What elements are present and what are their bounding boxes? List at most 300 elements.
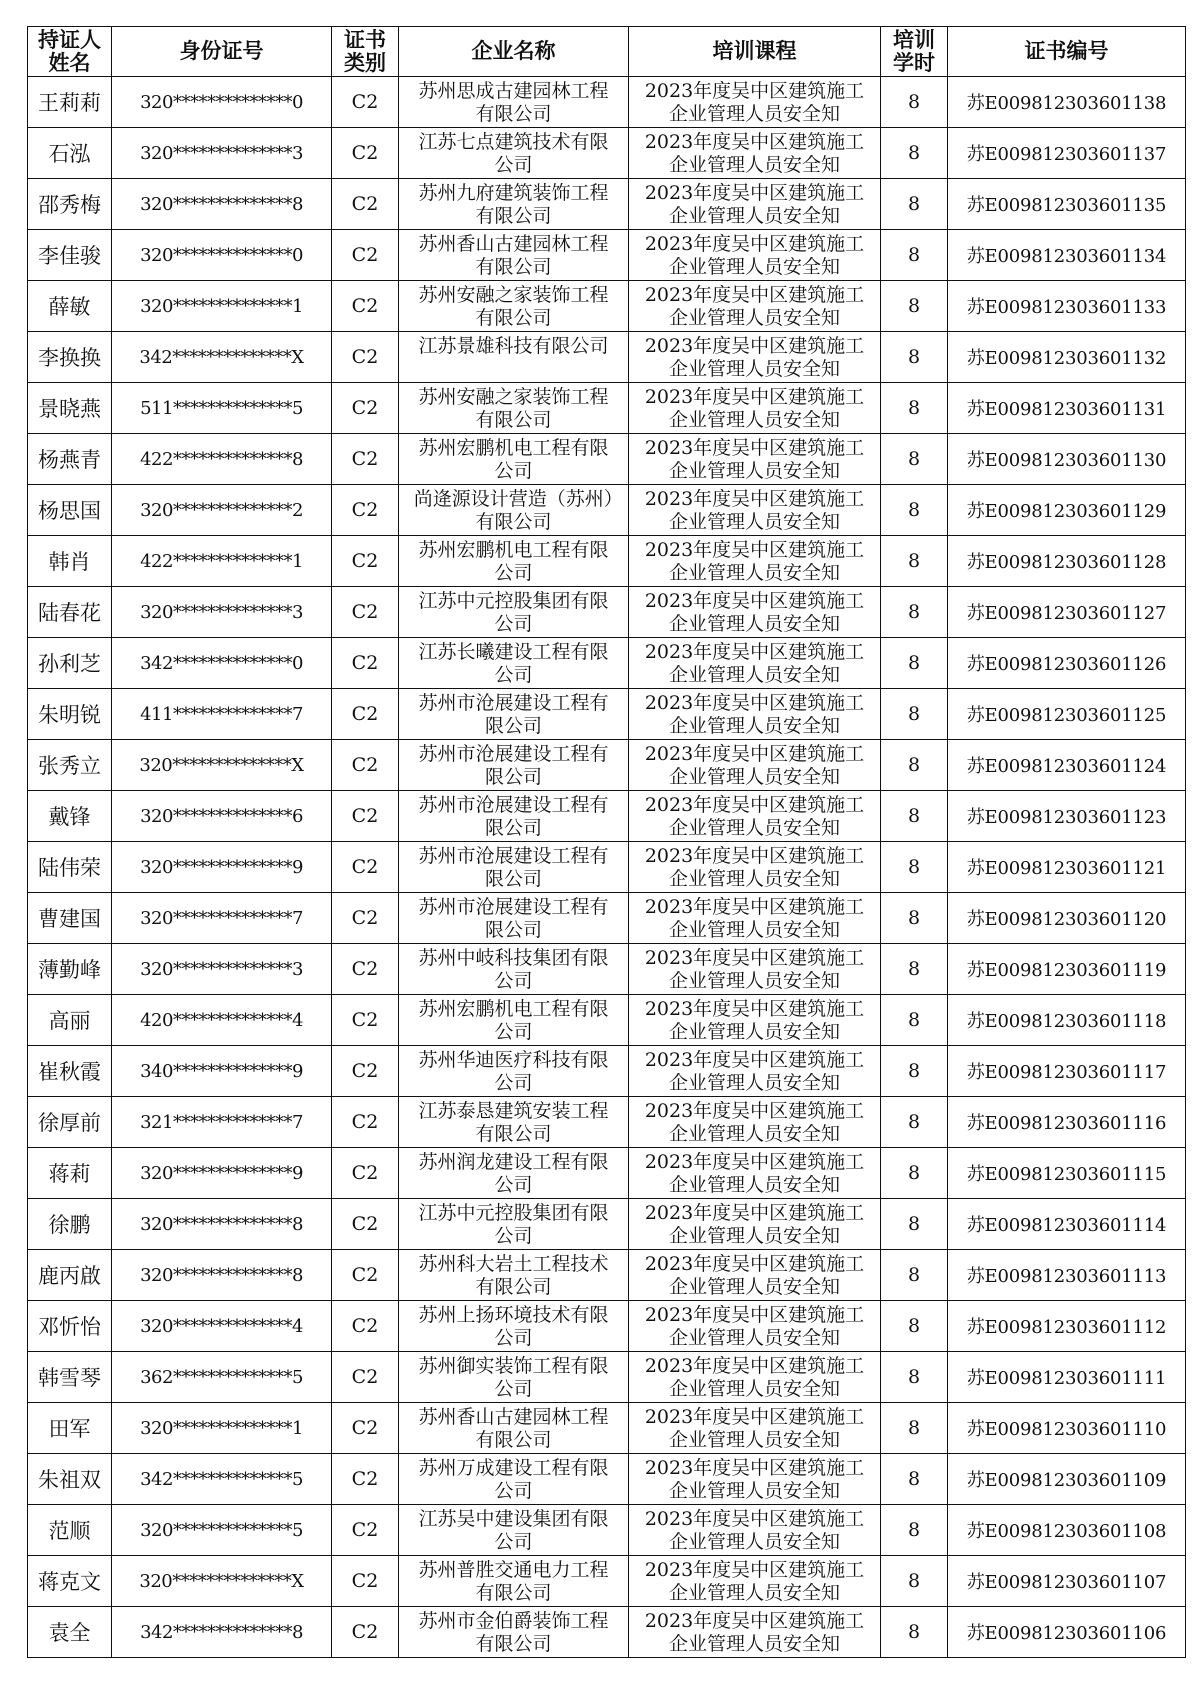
holder-name-cell: 朱祖双: [28, 1454, 112, 1505]
hours-cell: 8: [881, 434, 948, 485]
id-number-cell: 320**************8: [112, 1250, 332, 1301]
course-cell: [629, 179, 881, 230]
hours-cell: 8: [881, 995, 948, 1046]
course-cell: [629, 1148, 881, 1199]
company-name-cell: [399, 1097, 629, 1148]
company-name-cell-text: 苏州宏鹏机电工程有限公司: [418, 998, 609, 1043]
company-name-cell-text: 苏州普胜交通电力工程有限公司: [418, 1559, 609, 1604]
holder-name-cell: 韩肖: [28, 536, 112, 587]
cert-type-cell: C2: [332, 1607, 399, 1658]
cert-number-cell: 苏E009812303601131: [948, 383, 1186, 434]
company-name-cell: [399, 689, 629, 740]
table-row: [28, 1454, 1186, 1505]
hours-cell: 8: [881, 1097, 948, 1148]
holder-name-cell: 孙利芝: [28, 638, 112, 689]
id-number-cell: 320**************1: [112, 1403, 332, 1454]
table-row: [28, 383, 1186, 434]
company-name-cell: [399, 1301, 629, 1352]
course-cell: [629, 1454, 881, 1505]
header-name: 持证人姓名: [28, 27, 112, 77]
id-number-cell: 411**************7: [112, 689, 332, 740]
course-cell-text: 2023年度吴中区建筑施工企业管理人员安全知: [644, 386, 865, 431]
course-cell: [629, 485, 881, 536]
cert-type-cell: C2: [332, 179, 399, 230]
course-cell: [629, 689, 881, 740]
table-row: [28, 893, 1186, 944]
course-cell-text: 2023年度吴中区建筑施工企业管理人员安全知: [644, 131, 865, 176]
course-cell-text: 2023年度吴中区建筑施工企业管理人员安全知: [644, 539, 865, 584]
holder-name-cell: 朱明锐: [28, 689, 112, 740]
hours-cell: 8: [881, 740, 948, 791]
table-row: [28, 1352, 1186, 1403]
table-row: [28, 536, 1186, 587]
table-row: [28, 128, 1186, 179]
hours-cell: 8: [881, 1403, 948, 1454]
course-cell: [629, 740, 881, 791]
holder-name-cell: 李佳骏: [28, 230, 112, 281]
id-number-cell: 422**************1: [112, 536, 332, 587]
roster-body: [28, 77, 1186, 1658]
cert-type-cell: C2: [332, 1250, 399, 1301]
id-number-cell: 320**************3: [112, 944, 332, 995]
course-cell: [629, 791, 881, 842]
holder-name-cell: 曹建国: [28, 893, 112, 944]
course-cell-text: 2023年度吴中区建筑施工企业管理人员安全知: [644, 488, 865, 533]
company-name-cell-text: 江苏泰恳建筑安装工程有限公司: [418, 1100, 609, 1145]
holder-name-cell: 韩雪琴: [28, 1352, 112, 1403]
hours-cell: 8: [881, 536, 948, 587]
hours-cell: 8: [881, 332, 948, 383]
company-name-cell: [399, 179, 629, 230]
cert-number-cell: 苏E009812303601127: [948, 587, 1186, 638]
table-row: [28, 1097, 1186, 1148]
table-row: [28, 1607, 1186, 1658]
cert-type-cell: C2: [332, 536, 399, 587]
cert-number-cell: 苏E009812303601119: [948, 944, 1186, 995]
id-number-cell: 320**************6: [112, 791, 332, 842]
company-name-cell-text: 苏州中岐科技集团有限公司: [418, 947, 609, 992]
cert-number-cell: 苏E009812303601116: [948, 1097, 1186, 1148]
company-name-cell-text: 苏州香山古建园林工程有限公司: [418, 1406, 609, 1451]
hours-cell: 8: [881, 77, 948, 128]
course-cell: [629, 1046, 881, 1097]
table-row: [28, 179, 1186, 230]
holder-name-cell: 王莉莉: [28, 77, 112, 128]
table-row: [28, 485, 1186, 536]
course-cell-text: 2023年度吴中区建筑施工企业管理人员安全知: [644, 590, 865, 635]
holder-name-cell: 薛敏: [28, 281, 112, 332]
company-name-cell: [399, 230, 629, 281]
cert-number-cell: 苏E009812303601120: [948, 893, 1186, 944]
hours-cell: 8: [881, 1607, 948, 1658]
header-cert-type: 证书类别: [332, 27, 399, 77]
course-cell-text: 2023年度吴中区建筑施工企业管理人员安全知: [644, 692, 865, 737]
holder-name-cell: 李换换: [28, 332, 112, 383]
company-name-cell-text: 苏州市金伯爵装饰工程有限公司: [418, 1610, 609, 1655]
course-cell-text: 2023年度吴中区建筑施工企业管理人员安全知: [644, 437, 865, 482]
table-row: [28, 1556, 1186, 1607]
company-name-cell-text: 江苏长曦建设工程有限公司: [418, 641, 609, 686]
hours-cell: 8: [881, 944, 948, 995]
company-name-cell-text: 苏州思成古建园林工程有限公司: [418, 80, 609, 125]
hours-cell: 8: [881, 1505, 948, 1556]
table-row: [28, 587, 1186, 638]
course-cell: [629, 893, 881, 944]
holder-name-cell: 徐鹏: [28, 1199, 112, 1250]
table-row: [28, 995, 1186, 1046]
cert-type-cell: C2: [332, 791, 399, 842]
cert-number-cell: 苏E009812303601135: [948, 179, 1186, 230]
company-name-cell: [399, 485, 629, 536]
cert-type-cell: C2: [332, 281, 399, 332]
id-number-cell: 320**************2: [112, 485, 332, 536]
header-hours: 培训学时: [881, 27, 948, 77]
hours-cell: 8: [881, 383, 948, 434]
company-name-cell: [399, 383, 629, 434]
company-name-cell-text: 苏州润龙建设工程有限公司: [418, 1151, 609, 1196]
company-name-cell: [399, 587, 629, 638]
table-row: [28, 77, 1186, 128]
course-cell-text: 2023年度吴中区建筑施工企业管理人员安全知: [644, 1610, 865, 1655]
hours-cell: 8: [881, 1250, 948, 1301]
id-number-cell: 320**************0: [112, 230, 332, 281]
id-number-cell: 320**************9: [112, 842, 332, 893]
company-name-cell: [399, 77, 629, 128]
holder-name-cell: 戴锋: [28, 791, 112, 842]
cert-type-cell: C2: [332, 1556, 399, 1607]
cert-type-cell: C2: [332, 1199, 399, 1250]
id-number-cell: 362**************5: [112, 1352, 332, 1403]
id-number-cell: 342**************0: [112, 638, 332, 689]
company-name-cell-text: 苏州上扬环境技术有限公司: [418, 1304, 609, 1349]
cert-number-cell: 苏E009812303601124: [948, 740, 1186, 791]
company-name-cell: [399, 1505, 629, 1556]
table-row: [28, 332, 1186, 383]
hours-cell: 8: [881, 1199, 948, 1250]
company-name-cell-text: 江苏中元控股集团有限公司: [418, 590, 609, 635]
table-row: [28, 791, 1186, 842]
cert-number-cell: 苏E009812303601106: [948, 1607, 1186, 1658]
company-name-cell: [399, 536, 629, 587]
holder-name-cell: 陆伟荣: [28, 842, 112, 893]
course-cell-text: 2023年度吴中区建筑施工企业管理人员安全知: [644, 1049, 865, 1094]
holder-name-cell: 邓忻怡: [28, 1301, 112, 1352]
company-name-cell: [399, 638, 629, 689]
hours-cell: 8: [881, 842, 948, 893]
course-cell-text: 2023年度吴中区建筑施工企业管理人员安全知: [644, 1100, 865, 1145]
company-name-cell: [399, 1607, 629, 1658]
company-name-cell-text: 尚逄源设计营造（苏州）有限公司: [413, 488, 614, 533]
course-cell: [629, 995, 881, 1046]
holder-name-cell: 田军: [28, 1403, 112, 1454]
certificate-roster-table: [27, 26, 1186, 1658]
holder-name-cell: 袁全: [28, 1607, 112, 1658]
table-row: [28, 1505, 1186, 1556]
company-name-cell-text: 苏州安融之家装饰工程有限公司: [418, 386, 609, 431]
holder-name-cell: 石泓: [28, 128, 112, 179]
cert-number-cell: 苏E009812303601108: [948, 1505, 1186, 1556]
course-cell: [629, 1556, 881, 1607]
hours-cell: 8: [881, 587, 948, 638]
hours-cell: 8: [881, 893, 948, 944]
company-name-cell: [399, 434, 629, 485]
cert-type-cell: C2: [332, 893, 399, 944]
company-name-cell-text: 苏州市沧展建设工程有限公司: [418, 845, 609, 890]
company-name-cell: [399, 944, 629, 995]
company-name-cell: [399, 1046, 629, 1097]
holder-name-cell: 景晓燕: [28, 383, 112, 434]
cert-type-cell: C2: [332, 1505, 399, 1556]
table-row: [28, 1250, 1186, 1301]
holder-name-cell: 杨燕青: [28, 434, 112, 485]
cert-type-cell: C2: [332, 77, 399, 128]
header-cert-number: 证书编号: [948, 27, 1186, 77]
company-name-cell-text: 江苏景雄科技有限公司: [418, 335, 609, 357]
course-cell: [629, 434, 881, 485]
table-row: [28, 1403, 1186, 1454]
course-cell: [629, 1352, 881, 1403]
course-cell: [629, 230, 881, 281]
cert-number-cell: 苏E009812303601113: [948, 1250, 1186, 1301]
course-cell-text: 2023年度吴中区建筑施工企业管理人员安全知: [644, 284, 865, 329]
cert-number-cell: 苏E009812303601114: [948, 1199, 1186, 1250]
cert-number-cell: 苏E009812303601138: [948, 77, 1186, 128]
holder-name-cell: 邵秀梅: [28, 179, 112, 230]
course-cell: [629, 332, 881, 383]
id-number-cell: 342**************8: [112, 1607, 332, 1658]
course-cell-text: 2023年度吴中区建筑施工企业管理人员安全知: [644, 947, 865, 992]
course-cell-text: 2023年度吴中区建筑施工企业管理人员安全知: [644, 1304, 865, 1349]
course-cell-text: 2023年度吴中区建筑施工企业管理人员安全知: [644, 182, 865, 227]
course-cell: [629, 281, 881, 332]
course-cell: [629, 1250, 881, 1301]
course-cell: [629, 1199, 881, 1250]
id-number-cell: 320**************3: [112, 128, 332, 179]
table-row: [28, 230, 1186, 281]
cert-type-cell: C2: [332, 740, 399, 791]
holder-name-cell: 张秀立: [28, 740, 112, 791]
cert-number-cell: 苏E009812303601112: [948, 1301, 1186, 1352]
table-row: [28, 1199, 1186, 1250]
cert-type-cell: C2: [332, 944, 399, 995]
id-number-cell: 320**************1: [112, 281, 332, 332]
id-number-cell: 320**************3: [112, 587, 332, 638]
holder-name-cell: 蒋克文: [28, 1556, 112, 1607]
course-cell: [629, 638, 881, 689]
cert-number-cell: 苏E009812303601126: [948, 638, 1186, 689]
hours-cell: 8: [881, 1046, 948, 1097]
cert-type-cell: C2: [332, 434, 399, 485]
cert-type-cell: C2: [332, 587, 399, 638]
table-row: [28, 1301, 1186, 1352]
holder-name-cell: 崔秋霞: [28, 1046, 112, 1097]
id-number-cell: 320**************9: [112, 1148, 332, 1199]
table-row: [28, 1148, 1186, 1199]
course-cell: [629, 587, 881, 638]
company-name-cell-text: 苏州市沧展建设工程有限公司: [418, 896, 609, 941]
company-name-cell: [399, 740, 629, 791]
table-row: [28, 434, 1186, 485]
cert-number-cell: 苏E009812303601129: [948, 485, 1186, 536]
id-number-cell: 340**************9: [112, 1046, 332, 1097]
id-number-cell: 320**************X: [112, 740, 332, 791]
cert-type-cell: C2: [332, 383, 399, 434]
id-number-cell: 321**************7: [112, 1097, 332, 1148]
course-cell: [629, 1301, 881, 1352]
cert-type-cell: C2: [332, 995, 399, 1046]
holder-name-cell: 鹿丙啟: [28, 1250, 112, 1301]
id-number-cell: 320**************7: [112, 893, 332, 944]
company-name-cell-text: 苏州宏鹏机电工程有限公司: [418, 539, 609, 584]
company-name-cell-text: 江苏七点建筑技术有限公司: [418, 131, 609, 176]
cert-number-cell: 苏E009812303601130: [948, 434, 1186, 485]
id-number-cell: 511**************5: [112, 383, 332, 434]
holder-name-cell: 高丽: [28, 995, 112, 1046]
cert-type-cell: C2: [332, 485, 399, 536]
holder-name-cell: 薄勤峰: [28, 944, 112, 995]
course-cell-text: 2023年度吴中区建筑施工企业管理人员安全知: [644, 896, 865, 941]
table-row: [28, 689, 1186, 740]
cert-type-cell: C2: [332, 1352, 399, 1403]
holder-name-cell: 蒋莉: [28, 1148, 112, 1199]
company-name-cell-text: 苏州香山古建园林工程有限公司: [418, 233, 609, 278]
course-cell-text: 2023年度吴中区建筑施工企业管理人员安全知: [644, 794, 865, 839]
course-cell-text: 2023年度吴中区建筑施工企业管理人员安全知: [644, 845, 865, 890]
company-name-cell-text: 苏州市沧展建设工程有限公司: [418, 794, 609, 839]
company-name-cell-text: 苏州安融之家装饰工程有限公司: [418, 284, 609, 329]
course-cell-text: 2023年度吴中区建筑施工企业管理人员安全知: [644, 233, 865, 278]
company-name-cell: [399, 1199, 629, 1250]
cert-number-cell: 苏E009812303601123: [948, 791, 1186, 842]
table-row: [28, 842, 1186, 893]
cert-type-cell: C2: [332, 128, 399, 179]
course-cell-text: 2023年度吴中区建筑施工企业管理人员安全知: [644, 1457, 865, 1502]
course-cell-text: 2023年度吴中区建筑施工企业管理人员安全知: [644, 1559, 865, 1604]
cert-number-cell: 苏E009812303601134: [948, 230, 1186, 281]
cert-type-cell: C2: [332, 842, 399, 893]
cert-number-cell: 苏E009812303601117: [948, 1046, 1186, 1097]
cert-type-cell: C2: [332, 1046, 399, 1097]
course-cell-text: 2023年度吴中区建筑施工企业管理人员安全知: [644, 998, 865, 1043]
company-name-cell-text: 苏州宏鹏机电工程有限公司: [418, 437, 609, 482]
hours-cell: 8: [881, 1556, 948, 1607]
cert-number-cell: 苏E009812303601125: [948, 689, 1186, 740]
course-cell-text: 2023年度吴中区建筑施工企业管理人员安全知: [644, 1253, 865, 1298]
course-cell: [629, 383, 881, 434]
company-name-cell: [399, 791, 629, 842]
company-name-cell: [399, 1148, 629, 1199]
header-company: 企业名称: [399, 27, 629, 77]
cert-number-cell: 苏E009812303601137: [948, 128, 1186, 179]
company-name-cell: [399, 842, 629, 893]
company-name-cell-text: 苏州御实装饰工程有限公司: [418, 1355, 609, 1400]
course-cell-text: 2023年度吴中区建筑施工企业管理人员安全知: [644, 1355, 865, 1400]
hours-cell: 8: [881, 230, 948, 281]
cert-number-cell: 苏E009812303601128: [948, 536, 1186, 587]
company-name-cell-text: 苏州市沧展建设工程有限公司: [418, 743, 609, 788]
cert-number-cell: 苏E009812303601133: [948, 281, 1186, 332]
hours-cell: 8: [881, 689, 948, 740]
holder-name-cell: 范顺: [28, 1505, 112, 1556]
course-cell: [629, 842, 881, 893]
company-name-cell: [399, 1250, 629, 1301]
company-name-cell-text: 苏州市沧展建设工程有限公司: [418, 692, 609, 737]
holder-name-cell: 杨思国: [28, 485, 112, 536]
cert-type-cell: C2: [332, 1097, 399, 1148]
company-name-cell: [399, 1403, 629, 1454]
holder-name-cell: 徐厚前: [28, 1097, 112, 1148]
company-name-cell-text: 苏州华迪医疗科技有限公司: [418, 1049, 609, 1094]
company-name-cell: [399, 1454, 629, 1505]
cert-type-cell: C2: [332, 1403, 399, 1454]
company-name-cell-text: 江苏吴中建设集团有限公司: [418, 1508, 609, 1553]
id-number-cell: 320**************5: [112, 1505, 332, 1556]
company-name-cell: [399, 995, 629, 1046]
cert-number-cell: 苏E009812303601109: [948, 1454, 1186, 1505]
course-cell-text: 2023年度吴中区建筑施工企业管理人员安全知: [644, 743, 865, 788]
course-cell: [629, 1097, 881, 1148]
id-number-cell: 320**************4: [112, 1301, 332, 1352]
company-name-cell-text: 江苏中元控股集团有限公司: [418, 1202, 609, 1247]
table-row: [28, 740, 1186, 791]
course-cell-text: 2023年度吴中区建筑施工企业管理人员安全知: [644, 335, 865, 380]
company-name-cell: [399, 128, 629, 179]
header-course: 培训课程: [629, 27, 881, 77]
course-cell-text: 2023年度吴中区建筑施工企业管理人员安全知: [644, 641, 865, 686]
table-row: [28, 1046, 1186, 1097]
id-number-cell: 342**************X: [112, 332, 332, 383]
cert-type-cell: C2: [332, 689, 399, 740]
hours-cell: 8: [881, 791, 948, 842]
company-name-cell-text: 苏州科大岩土工程技术有限公司: [418, 1253, 609, 1298]
hours-cell: 8: [881, 638, 948, 689]
table-row: [28, 638, 1186, 689]
cert-type-cell: C2: [332, 1454, 399, 1505]
cert-type-cell: C2: [332, 1301, 399, 1352]
hours-cell: 8: [881, 1352, 948, 1403]
hours-cell: 8: [881, 1148, 948, 1199]
cert-type-cell: C2: [332, 1148, 399, 1199]
table-row: [28, 281, 1186, 332]
hours-cell: 8: [881, 128, 948, 179]
cert-number-cell: 苏E009812303601107: [948, 1556, 1186, 1607]
course-cell-text: 2023年度吴中区建筑施工企业管理人员安全知: [644, 1406, 865, 1451]
cert-type-cell: C2: [332, 638, 399, 689]
course-cell-text: 2023年度吴中区建筑施工企业管理人员安全知: [644, 1508, 865, 1553]
hours-cell: 8: [881, 1301, 948, 1352]
course-cell: [629, 1505, 881, 1556]
id-number-cell: 422**************8: [112, 434, 332, 485]
id-number-cell: 320**************8: [112, 179, 332, 230]
cert-type-cell: C2: [332, 230, 399, 281]
hours-cell: 8: [881, 281, 948, 332]
company-name-cell-text: 苏州九府建筑装饰工程有限公司: [418, 182, 609, 227]
course-cell: [629, 128, 881, 179]
hours-cell: 8: [881, 179, 948, 230]
cert-number-cell: 苏E009812303601121: [948, 842, 1186, 893]
course-cell: [629, 944, 881, 995]
course-cell-text: 2023年度吴中区建筑施工企业管理人员安全知: [644, 80, 865, 125]
holder-name-cell: 陆春花: [28, 587, 112, 638]
cert-number-cell: 苏E009812303601111: [948, 1352, 1186, 1403]
course-cell: [629, 536, 881, 587]
id-number-cell: 342**************5: [112, 1454, 332, 1505]
company-name-cell: [399, 281, 629, 332]
header-row: [28, 27, 1186, 77]
course-cell: [629, 1403, 881, 1454]
id-number-cell: 320**************X: [112, 1556, 332, 1607]
cert-number-cell: 苏E009812303601132: [948, 332, 1186, 383]
